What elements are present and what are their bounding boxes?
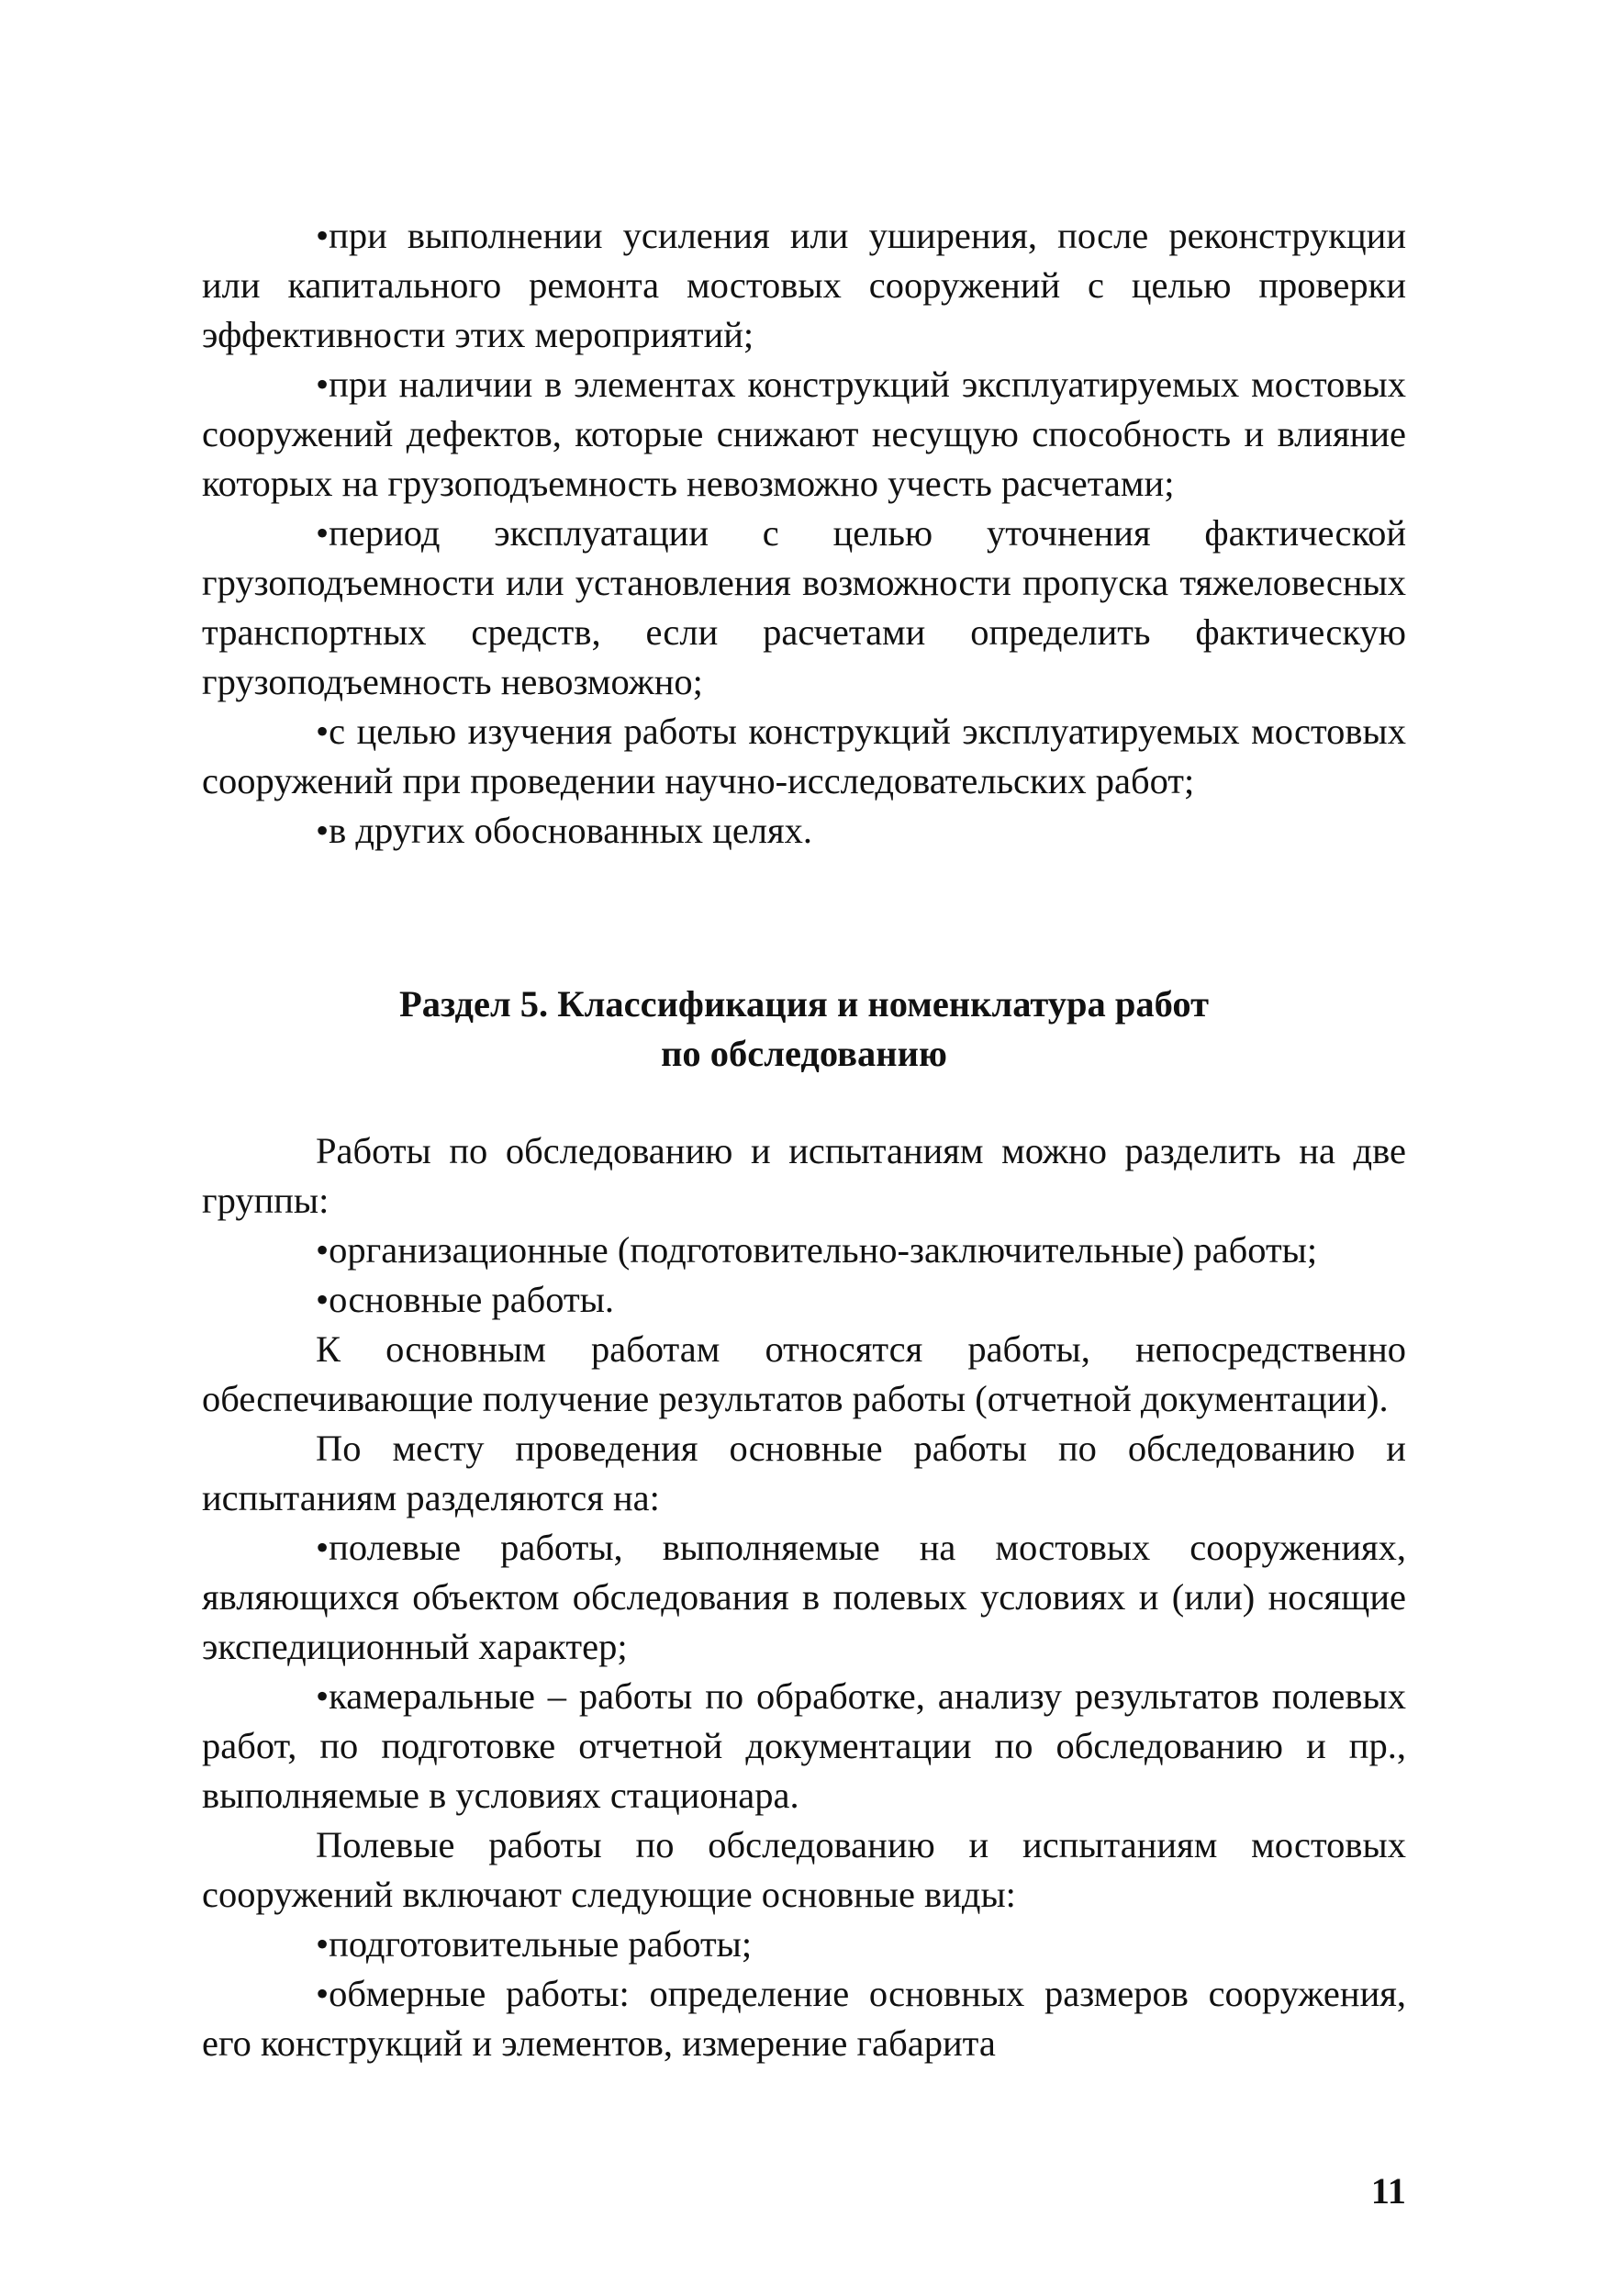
top-text-block xyxy=(202,211,1406,856)
section-heading xyxy=(202,980,1406,1079)
main-text-block xyxy=(202,1126,1406,2068)
paragraph: •при наличии в элементах конструкций эксплуатируемых мостовых сооружений дефектов, которые снижают несущую способность и влияние которых на грузоподъемность невозможно учесть расчетами; xyxy=(202,364,1406,504)
paragraph: •камеральные – работы по обработке, анализу результатов полевых работ, по подготовке отчетной документации по обследованию и пр., выполняемые в условиях стационара. xyxy=(202,1675,1406,1816)
section-heading-line1: Раздел 5. Классификация и номенклатура работ xyxy=(398,983,1210,1025)
paragraph: •в других обоснованных целях. xyxy=(316,810,813,851)
paragraph: •при выполнении усиления или уширения, после реконструкции или капитального ремонта мостовых сооружений с целью проверки эффективности этих мероприятий; xyxy=(202,215,1406,355)
section-heading-line2: по обследованию xyxy=(661,1033,947,1074)
page-number: 11 xyxy=(1370,2170,1406,2212)
paragraph: К основным работам относятся работы, непосредственно обеспечивающие получение результатов работы (отчетной документации). xyxy=(202,1328,1406,1419)
paragraph: •полевые работы, выполняемые на мостовых сооружениях, являющихся объектом обследования в полевых условиях и (или) носящие экспедиционный характер; xyxy=(202,1527,1406,1667)
paragraph: Полевые работы по обследованию и испытаниям мостовых сооружений включают следующие основные виды: xyxy=(202,1824,1406,1915)
paragraph: Работы по обследованию и испытаниям можно разделить на две группы: xyxy=(202,1130,1406,1221)
paragraph: •основные работы. xyxy=(316,1279,615,1320)
paragraph: •с целью изучения работы конструкций эксплуатируемых мостовых сооружений при проведении научно-исследовательских работ; xyxy=(202,711,1406,801)
paragraph: •период эксплуатации с целью уточнения фактической грузоподъемности или установления возможности пропуска тяжеловесных транспортных средств, если расчетами определить фактическую грузоподъемность невозможно; xyxy=(202,512,1406,702)
paragraph: По месту проведения основные работы по обследованию и испытаниям разделяются на: xyxy=(202,1428,1406,1518)
paragraph: •организационные (подготовительно-заключительные) работы; xyxy=(316,1229,1318,1271)
paragraph: •обмерные работы: определение основных размеров сооружения, его конструкций и элементов, измерение габарита xyxy=(202,1973,1406,2064)
paragraph: •подготовительные работы; xyxy=(316,1923,753,1965)
